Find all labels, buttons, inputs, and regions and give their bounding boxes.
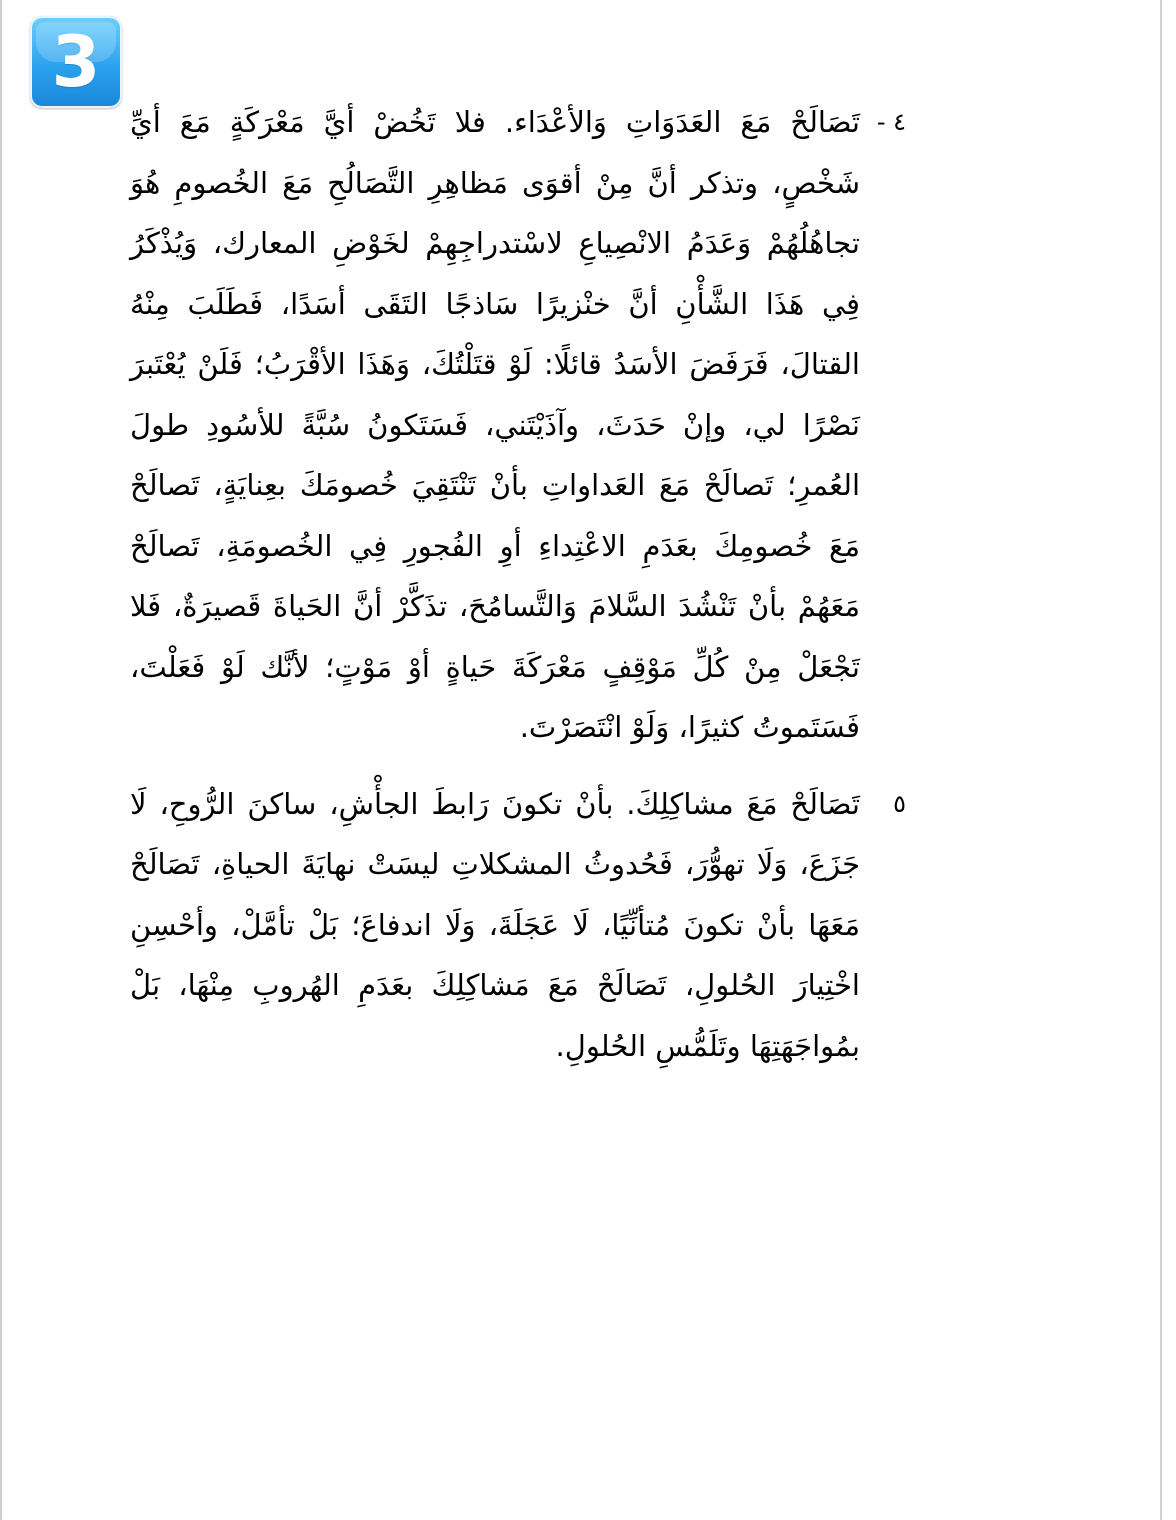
list-item-5 xyxy=(130,774,906,1077)
page-left-border xyxy=(0,0,2,1520)
list-item-4-text: تَصَالَحْ مَعَ العَدَوَاتِ وَالأعْدَاء. فلا تَخُضْ أيَّ مَعْرَكَةٍ مَعَ أيِّ شَخْصٍ، وتذكر أنَّ مِنْ أقوَى مَظاهِرِ التَّصَالُحِ مَعَ الخُصومِ هُوَ تجاهُلُهُمْ وَعَدَمُ الانْصِياعِ لاسْتدراجِهِمْ لخَوْضِ المعارك، وَيُذْكَرُ فِي هَذَا الشَّأْنِ أنَّ خنْزيرًا سَاذجًا التَقَى أسَدًا، فَطَلَبَ مِنْهُ القتالَ، فَرَفَضَ الأسَدُ قائلًا: لَوْ قتَلْتُكَ، وَهَذَا الأقْرَبُ؛ فَلَنْ يُعْتَبرَ نَصْرًا لي، وإنْ حَدَثَ، وآذَيْتَني، فَسَتَكونُ سُبَّةً للأسُودِ طولَ العُمرِ؛ تَصالَحْ مَعَ العَداواتِ بأنْ تَنْتَقِيَ خُصومَكَ بعِنايَةٍ، تَصالَحْ مَعَ خُصومِكَ بعَدَمِ الاعْتِداءِ أوِ الفُجورِ فِي الخُصومَةِ، تَصالَحْ مَعَهُمْ بأنْ تَنْشُدَ السَّلامَ وَالتَّسامُحَ، تذَكَّرْ أنَّ الحَياةَ قَصيرَةٌ، فَلا تَجْعَلْ مِنْ كُلِّ مَوْقِفٍ مَعْرَكَةَ حَياةٍ أوْ مَوْتٍ؛ لأنَّك لَوْ فَعَلْتَ، فَسَتَموتُ كثيرًا، وَلَوْ انْتَصَرْتَ. xyxy=(130,105,860,744)
document-body xyxy=(130,92,906,1076)
list-item-4-number: ٤ - xyxy=(876,108,906,136)
page-number-badge xyxy=(30,16,122,108)
list-item-5-text: تَصَالَحْ مَعَ مشاكِلِكَ. بأنْ تكونَ رَابطَ الجأْشِ، ساكنَ الرُّوحِ، لَا جَزَعَ، وَلَا تهوُّرَ، فَحُدوثُ المشكلاتِ ليسَتْ نهايَةَ الحياةِ، تَصَالَحْ مَعَهَا بأنْ تكونَ مُتأنِّيًا، لَا عَجَلَةَ، وَلَا اندفاعَ؛ بَلْ تأمَّلْ، وأحْسِنِ اخْتِيارَ الحُلولِ، تَصَالَحْ مَعَ مَشاكِلِكَ بعَدَمِ الهُروبِ مِنْهَا، بَلْ بمُواجَهَتِهَا وتَلَمُّسِ الحُلولِ. xyxy=(130,786,860,1063)
list-item-5-number: ٥ xyxy=(893,789,906,818)
page-number-badge-label: 3 xyxy=(51,21,101,103)
list-item-4 xyxy=(130,92,906,758)
